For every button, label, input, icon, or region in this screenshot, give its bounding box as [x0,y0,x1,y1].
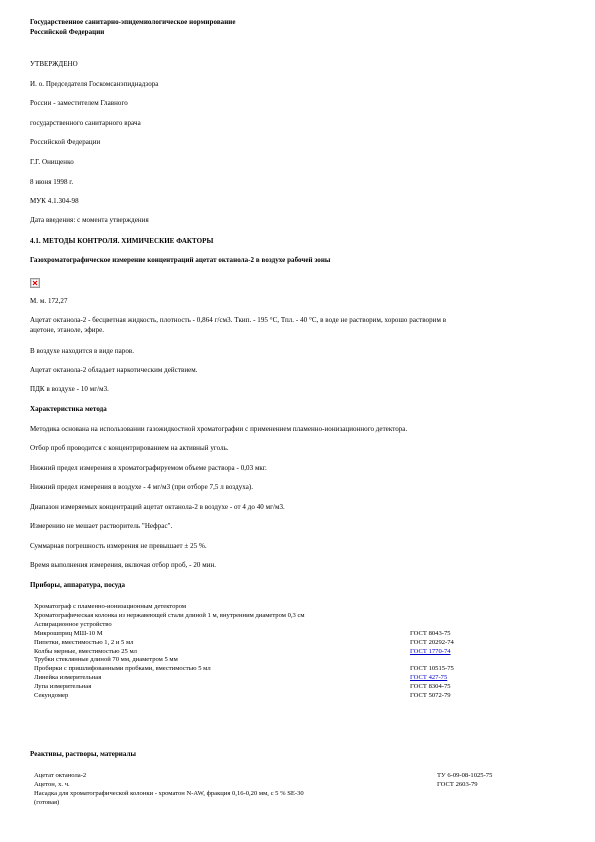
toxic-effect: Ацетат октанола-2 обладает наркотическим действием. [30,366,198,374]
table-row [34,630,554,639]
molar-mass: М. м. 172,27 [30,297,68,305]
instrument-name: Микрошприц МШ-10 М [34,629,103,637]
approval-line-4: Российской Федерации [30,138,101,146]
instrument-ref: ГОСТ 10515-75 [410,665,454,673]
interference-note: Измерению не мешает растворитель "Нефрас". [30,522,173,530]
doc-number: МУК 4.1.304-98 [30,197,79,205]
instrument-name: Хроматограф с пламенно-ионизационным детектором [34,603,187,610]
approval-line-3: государственного санитарного врача [30,119,141,127]
gost-1770-link[interactable]: ГОСТ 1770-74 [410,647,451,655]
instrument-name: Хроматографическая колонка из нержавеющей стали длиной 1 м, внутренним диаметром 0,3 см [34,611,305,619]
description-line-2: ацетоне, этаноле, эфире. [30,326,105,334]
reagent-name: Ацетон, х. ч. [34,780,70,788]
duration: Время выполнения измерения, включая отбор проб, - 20 мин. [30,561,217,569]
org-line-2: Российской Федерации [30,28,105,36]
gost-427-link[interactable]: ГОСТ 427-75 [410,674,448,682]
table-row [34,799,554,808]
table-row [34,772,554,781]
instrument-ref [410,603,554,612]
instrument-name: Пипетки, вместимостью 1, 2 и 5 мл [34,638,134,646]
table-row [34,612,554,621]
instrument-ref: ГОСТ 20292-74 [410,638,454,646]
effective-date: Дата введения: с момента утверждения [30,216,149,224]
instrument-name: Лупа измерительная [34,683,92,691]
table-row [34,781,554,790]
approval-line-2: России - заместителем Главного [30,99,128,107]
instrument-ref: ГОСТ 8304-75 [410,683,451,691]
instrument-name: Линейка измерительная [34,674,102,682]
table-row [34,639,554,648]
instrument-ref [410,621,554,630]
reagent-ref: ГОСТ 2603-79 [437,780,478,788]
method-line-2: Отбор проб проводится с концентрированием на активный уголь. [30,444,229,452]
reagent-name: Насадка для хроматографической колонки - хроматон N-AW, фракция 0,16-0,20 мм, с 5 % SE-30 [34,789,304,797]
instrument-ref: ГОСТ 5072-79 [410,692,451,700]
table-row [34,692,554,701]
table-row [34,621,554,630]
instruments-table [34,603,554,701]
measurement-range: Диапазон измеряемых концентраций ацетат октанола-2 в воздухе - от 4 до 40 мг/м3. [30,503,285,511]
instrument-name: Трубки стеклянные длиной 70 мм, диаметром 5 мм [34,656,178,664]
method-line-1: Методика основана на использовании газожидкостной хроматографии с применением пламенно-ионизационного детектора. [30,425,408,433]
table-row [34,674,554,683]
approval-line-1: И. о. Председателя Госкомсанэпиднадзора [30,80,159,88]
instrument-name: Аспирационное устройство [34,620,112,628]
mac-value: ПДК в воздухе - 10 мг/м3. [30,385,109,393]
instrument-ref: ГОСТ 8043-75 [410,629,451,637]
signer-name: Г.Г. Онищенко [30,158,74,166]
reagent-ref: ТУ 6-09-08-1025-75 [437,772,493,779]
instrument-name: Секундомер [34,692,69,700]
instrument-ref [410,612,554,621]
reagent-ref [437,790,554,799]
total-error: Суммарная погрешность измерения не превышает ± 25 %. [30,542,207,550]
reagent-name: Ацетат октанола-2 [34,772,87,779]
section-title: 4.1. МЕТОДЫ КОНТРОЛЯ. ХИМИЧЕСКИЕ ФАКТОРЫ [30,237,214,245]
broken-image-icon [30,278,40,288]
instrument-ref [410,656,554,665]
limit-chromatography: Нижний предел измерения в хроматографируемом объеме раствора - 0,03 мкг. [30,464,267,472]
table-row [34,683,554,692]
vapor-state: В воздухе находится в виде паров. [30,347,135,355]
instrument-name: Пробирки с пришлифованными пробками, вместимостью 5 мл [34,665,211,673]
limit-air: Нижний предел измерения в воздухе - 4 мг/м3 (при отборе 7,5 л воздуха). [30,483,254,491]
table-row [34,656,554,665]
instrument-name: Колбы мерные, вместимостью 25 мл [34,647,137,655]
table-row [34,790,554,799]
table-row [34,665,554,674]
reagent-name: (готовая) [34,798,60,806]
method-heading: Характеристика метода [30,405,107,413]
reagent-ref [437,799,554,808]
description-line-1: Ацетат октанола-2 - бесцветная жидкость, плотность - 0,864 г/см3. Ткип. - 195 °С, Тпл. - 40 °С, в воде не растворим, хорошо растворим в [30,316,447,324]
org-line-1: Государственное санитарно-эпидемиологическое нормирование [30,18,236,26]
reagents-heading: Реактивы, растворы, материалы [30,750,136,758]
table-row [34,648,554,657]
approval-date: 8 июня 1998 г. [30,178,74,186]
approved-label: УТВЕРЖДЕНО [30,60,78,68]
reagents-table [34,772,554,808]
table-row [34,603,554,612]
document-title: Газохроматографическое измерение концентраций ацетат октанола-2 в воздухе рабочей зоны [30,256,331,264]
instruments-heading: Приборы, аппаратура, посуда [30,581,126,589]
